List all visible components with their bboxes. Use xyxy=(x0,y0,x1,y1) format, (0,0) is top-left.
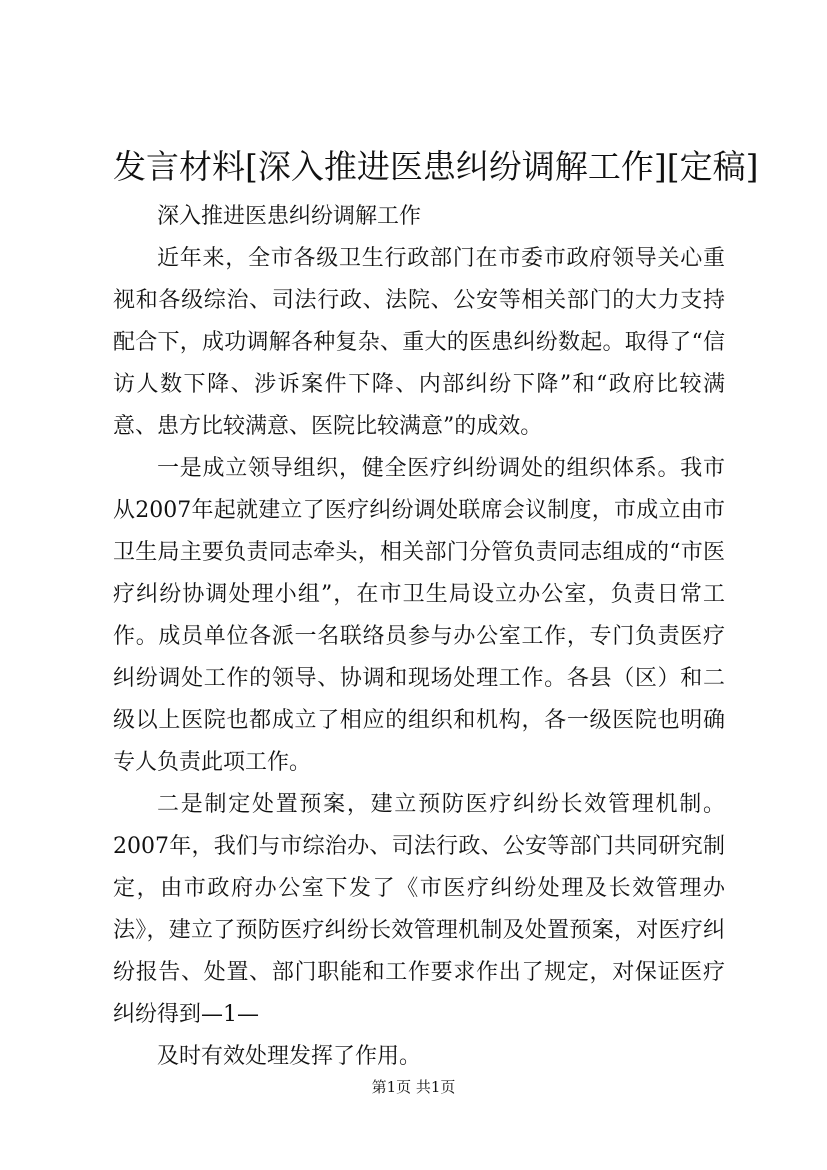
paragraph-continuation: 及时有效处理发挥了作用。 xyxy=(157,1044,422,1069)
document-subtitle: 深入推进医患纠纷调解工作 xyxy=(157,204,422,229)
page-footer: 第1页 共1页 xyxy=(371,1078,456,1096)
document-body xyxy=(113,196,725,1078)
document-title: 发言材料[深入推进医患纠纷调解工作][定稿] xyxy=(113,147,759,186)
paragraph-intro: 近年来，全市各级卫生行政部门在市委市政府领导关心重视和各级综治、司法行政、法院、公安等相关部门的大力支持配合下，成功调解各种复杂、重大的医患纠纷数起。取得了“信访人数下降、涉诉案件下降、内部纠纷下降”和“政府比较满意、患方比较满意、医院比较满意”的成效。 xyxy=(113,246,725,439)
paragraph-plan: 二是制定处置预案，建立预防医疗纠纷长效管理机制。2007年，我们与市综治办、司法行政、公安等部门共同研究制定，由市政府办公室下发了《市医疗纠纷处理及长效管理办法》，建立了预防医疗纠纷长效管理机制及处置预案，对医疗纠纷报告、处置、部门职能和工作要求作出了规定，对保证医疗纠纷得到—1— xyxy=(113,792,725,1027)
paragraph-organization: 一是成立领导组织，健全医疗纠纷调处的组织体系。我市从2007年起就建立了医疗纠纷调处联席会议制度，市成立由市卫生局主要负责同志牵头，相关部门分管负责同志组成的“市医疗纠纷协调处理小组”，在市卫生局设立办公室，负责日常工作。成员单位各派一名联络员参与办公室工作，专门负责医疗纠纷调处工作的领导、协调和现场处理工作。各县（区）和二级以上医院也都成立了相应的组织和机构，各一级医院也明确专人负责此项工作。 xyxy=(113,456,725,775)
